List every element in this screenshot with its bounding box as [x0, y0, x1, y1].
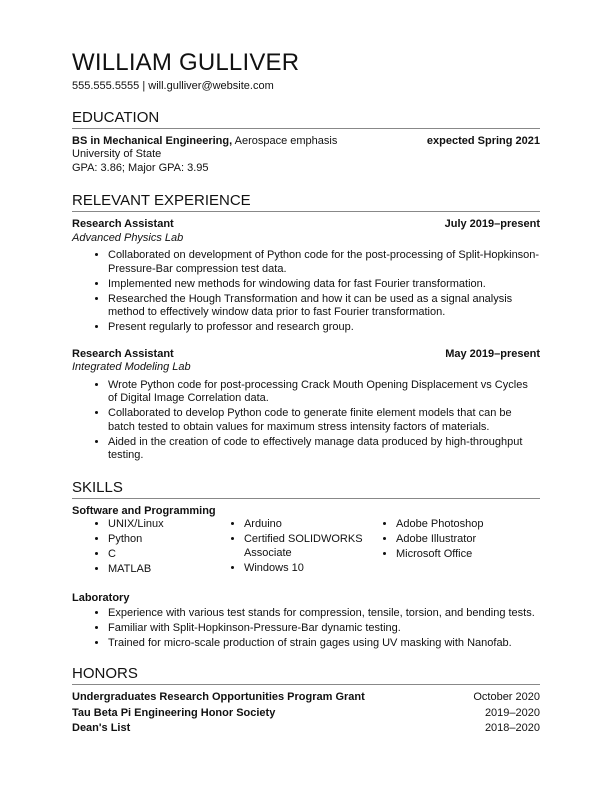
experience-heading: RELEVANT EXPERIENCE [72, 192, 540, 212]
job-role: Research Assistant [72, 218, 174, 230]
job-bullet: • Wrote Python code for post-processing Crack Mouth Opening Displacement vs Cycles of Digital Image Correlation data. [108, 379, 540, 406]
school-name: University of State [72, 148, 162, 160]
degree-line [72, 135, 337, 149]
skill-item: • UNIX/Linux [108, 518, 230, 532]
job-date: July 2019–present [444, 218, 540, 230]
job-header [72, 218, 540, 232]
honors-heading: HONORS [72, 665, 540, 685]
honor-name: Undergraduates Research Opportunities Program Grant [72, 691, 365, 703]
job-entry [72, 218, 540, 335]
contact-line: 555.555.5555 | will.gulliver@website.com [72, 80, 274, 92]
skill-item: • Microsoft Office [396, 548, 540, 562]
job-bullet: • Aided in the creation of code to effectively manage data produced by high-throughput testing. [108, 436, 540, 463]
job-org: Advanced Physics Lab [72, 231, 184, 244]
skills-column [72, 518, 230, 578]
job-bullet: • Present regularly to professor and research group. [108, 321, 540, 335]
skill-item: • Windows 10 [244, 562, 382, 576]
job-bullet: • Implemented new methods for windowing data for fast Fourier transformation. [108, 278, 540, 292]
job-entry [72, 348, 540, 463]
skill-item: • C [108, 548, 230, 562]
job-bullet: • Researched the Hough Transformation and how it can be used as a signal analysis method to effectively window data prior to fast Fourier transformation. [108, 293, 540, 320]
job-org: Integrated Modeling Lab [72, 361, 191, 373]
skill-item: • Arduino [244, 518, 382, 532]
degree-row [72, 135, 540, 149]
degree-name: BS in Mechanical Engineering, [72, 134, 233, 147]
honor-name: Dean's List [72, 722, 131, 734]
education-section [72, 109, 540, 176]
gpa-line: GPA: 3.86; Major GPA: 3.95 [72, 161, 209, 174]
skills-heading: SKILLS [72, 479, 540, 499]
candidate-name: WILLIAM GULLIVER [72, 49, 300, 76]
job-header [72, 348, 540, 362]
skills-section [72, 479, 540, 651]
software-skills [72, 518, 540, 578]
lab-bullet: • Trained for micro-scale production of strain gages using UV masking with Nanofab. [108, 637, 540, 651]
honors-section [72, 665, 540, 736]
skill-item: • Python [108, 533, 230, 547]
experience-section [72, 192, 540, 463]
lab-subheading: Laboratory [72, 592, 130, 604]
job-bullets [72, 379, 540, 463]
honor-item [72, 707, 540, 721]
job-bullet: • Collaborated to develop Python code to generate finite element models that can be batch tested to obtain values for maximum stress intensity factors of materials. [108, 407, 540, 434]
honor-item [72, 722, 540, 736]
lab-bullets [72, 607, 540, 651]
degree-emphasis: Aerospace emphasis [234, 134, 338, 147]
honor-date: October 2020 [473, 691, 540, 703]
job-bullet: • Collaborated on development of Python code for the post-processing of Split-Hopkinson-Pressure-Bar compression test data. [108, 249, 540, 276]
skill-item: • MATLAB [108, 563, 230, 577]
skill-item: • Adobe Illustrator [396, 533, 540, 547]
lab-bullet: • Familiar with Split-Hopkinson-Pressure-Bar dynamic testing. [108, 622, 540, 636]
degree-date: expected Spring 2021 [426, 134, 540, 147]
lab-bullet: • Experience with various test stands for compression, tensile, torsion, and bending tests. [108, 607, 540, 621]
honor-item [72, 691, 540, 705]
job-role: Research Assistant [72, 347, 174, 360]
skill-item: • Certified SOLIDWORKS Associate [244, 533, 382, 560]
honor-name: Tau Beta Pi Engineering Honor Society [72, 706, 276, 719]
job-date: May 2019–present [445, 347, 540, 360]
honor-date: 2018–2020 [484, 722, 540, 734]
education-heading: EDUCATION [72, 109, 540, 129]
honor-date: 2019–2020 [484, 706, 540, 719]
job-bullets [72, 249, 540, 335]
skills-column [230, 518, 382, 578]
skill-item: • Adobe Photoshop [396, 518, 540, 532]
skills-column [382, 518, 540, 578]
software-subheading: Software and Programming [72, 504, 216, 517]
